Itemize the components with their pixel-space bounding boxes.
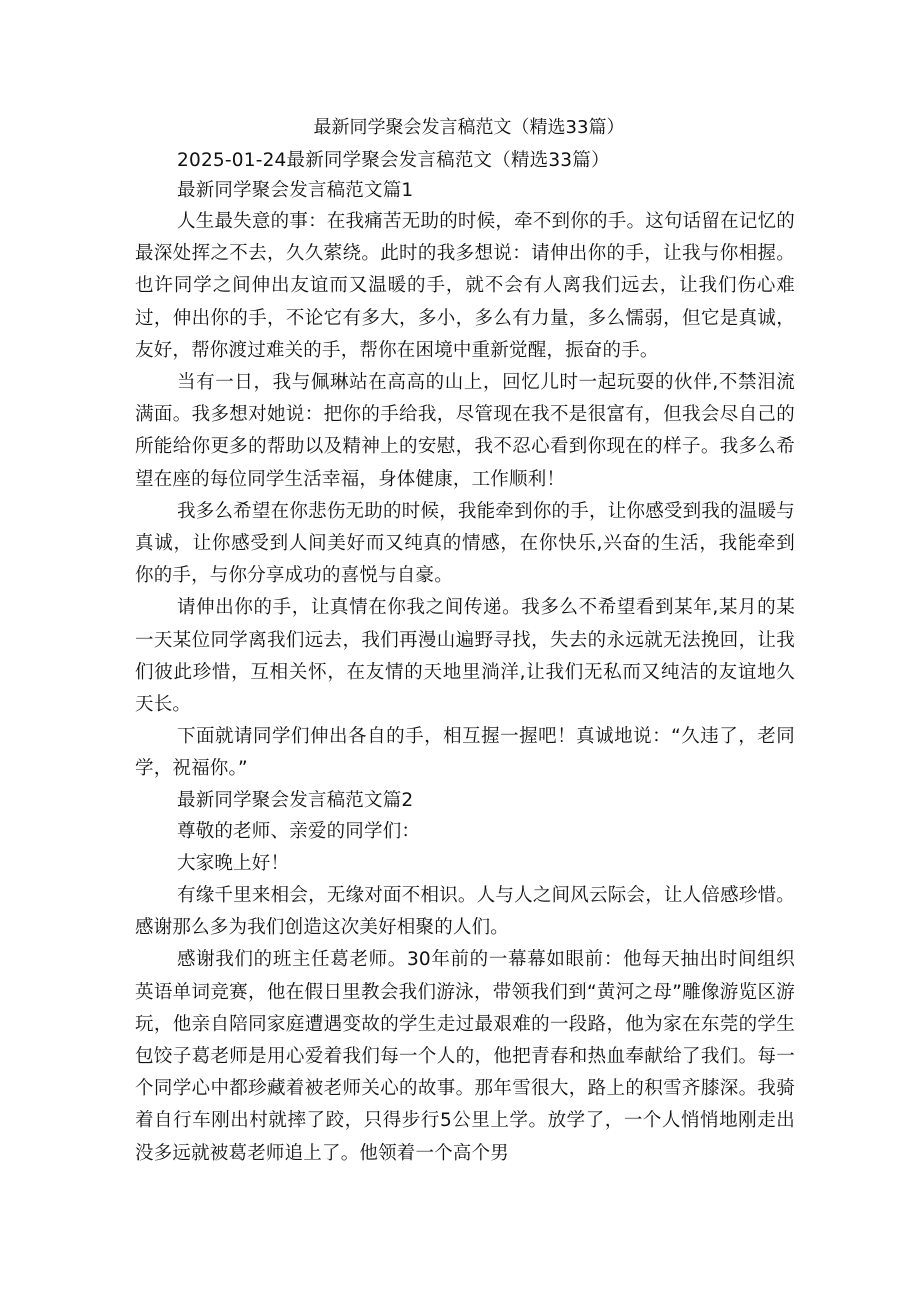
document-body	[135, 114, 795, 1170]
paragraph: 人生最失意的事：在我痛苦无助的时候，牵不到你的手。这句话留在记忆的最深处挥之不去，久久萦绕。此时的我多想说：请伸出你的手，让我与你相握。也许同学之间伸出友谊而又温暖的手，就不会有人离我们远去，让我们伤心难过，伸出你的手，不论它有多大，多小，多么有力量，多么懦弱，但它是真诚，友好，帮你渡过难关的手，帮你在困境中重新觉醒，振奋的手。	[135, 211, 795, 361]
paragraph: 有缘千里来相会，无缘对面不相识。人与人之间风云际会，让人倍感珍惜。感谢那么多为我们创造这次美好相聚的人们。	[135, 885, 795, 939]
greeting: 大家晚上好！	[177, 852, 290, 874]
section-heading-2: 最新同学聚会发言稿范文篇2	[177, 789, 414, 811]
salutation: 尊敬的老师、亲爱的同学们：	[177, 820, 421, 842]
paragraph: 感谢我们的班主任葛老师。30年前的一幕幕如眼前：他每天抽出时间组织英语单词竞赛，他在假日里教会我们游泳，带领我们到“黄河之母”雕像游览区游玩，他亲自陪同家庭遭遇变故的学生走过最艰难的一段路，他为家在东莞的学生包饺子葛老师是用心爱着我们每一个人的，他把青春和热血奉献给了我们。每一个同学心中都珍藏着被老师关心的故事。那年雪很大，路上的积雪齐膝深。我骑着自行车刚出村就摔了跤，只得步行5公里上学。放学了，一个人悄悄地刚走出没多远就被葛老师追上了。他领着一个高个男	[135, 949, 795, 1164]
paragraph: 我多么希望在你悲伤无助的时候，我能牵到你的手，让你感受到我的温暖与真诚，让你感受到人间美好而又纯真的情感，在你快乐,兴奋的生活，我能牵到你的手，与你分享成功的喜悦与自豪。	[135, 500, 795, 587]
section-heading-1: 最新同学聚会发言稿范文篇1	[177, 180, 414, 201]
paragraph: 当有一日，我与佩琳站在高高的山上，回忆儿时一起玩耍的伙伴,不禁泪流满面。我多想对她说：把你的手给我，尽管现在我不是很富有，但我会尽自己的所能给你更多的帮助以及精神上的安慰，我不忍心看到你现在的样子。我多么希望在座的每位同学生活幸福，身体健康，工作顺利！	[135, 372, 795, 490]
document-subtitle: 2025-01-24最新同学聚会发言稿范文（精选33篇）	[177, 150, 610, 171]
paragraph: 请伸出你的手，让真情在你我之间传递。我多么不希望看到某年,某月的某一天某位同学离我们远去，我们再漫山遍野寻找，失去的永远就无法挽回，让我们彼此珍惜，互相关怀，在友情的天地里淌洋,让我们无私而又纯洁的友谊地久天长。	[135, 597, 795, 716]
document-title: 最新同学聚会发言稿范文（精选33篇）	[313, 117, 625, 138]
paragraph: 下面就请同学们伸出各自的手，相互握一握吧！真诚地说：“久违了，老同学，祝福你。”	[135, 726, 795, 780]
